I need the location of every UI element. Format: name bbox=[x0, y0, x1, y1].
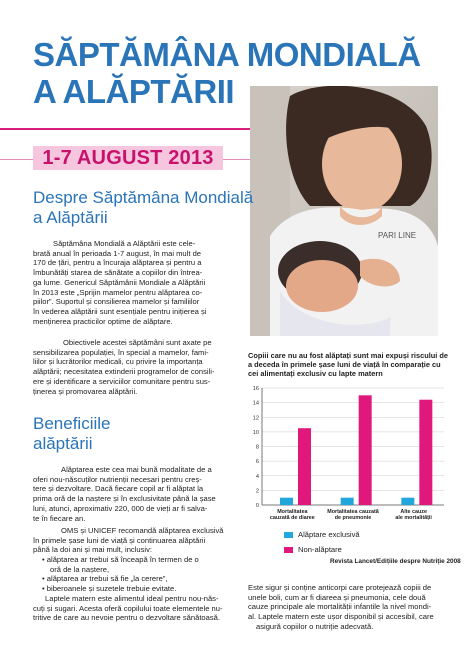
bar-exclusive-2 bbox=[401, 498, 414, 505]
benefits-bullets bbox=[42, 555, 225, 594]
about-paragraph-1 bbox=[33, 239, 225, 326]
x-category-label: cauzată de diaree bbox=[269, 515, 315, 521]
text-line: în primele șase luni de viață și continuarea alăptării bbox=[33, 535, 206, 545]
x-category-label: de pneumonie bbox=[334, 515, 372, 521]
text-line: în vederea alăptării sunt esențiale pentru inițierea și bbox=[33, 306, 207, 316]
right-paragraph bbox=[248, 583, 440, 632]
text-line: ga lume. Genericul Săptămânii Mondiale a Alăptării bbox=[33, 277, 206, 287]
bar-exclusive-0 bbox=[280, 498, 293, 505]
top-margin bbox=[0, 0, 474, 24]
y-tick-label: 14 bbox=[252, 400, 259, 407]
y-tick-label: 4 bbox=[255, 473, 259, 480]
text-line: Laptele matern este alimentul ideal pentru nou-năs- bbox=[45, 594, 219, 603]
text-line: cauze principale ale mortalității infantile la nivel mondi- bbox=[248, 602, 432, 612]
text-line: te în fiecare an. bbox=[33, 513, 86, 523]
heading-benefits-line2: alăptării bbox=[33, 434, 93, 453]
bullet-text: biberoanele și suzetele trebuie evitate. bbox=[46, 584, 177, 594]
y-tick-label: 12 bbox=[252, 415, 259, 422]
x-category-label: Mortalitatea cauzată bbox=[327, 509, 379, 515]
y-tick-label: 16 bbox=[252, 386, 259, 392]
text-line: Obiectivele acestei săptămâni sunt axate pe bbox=[63, 338, 212, 347]
legend-swatch-non bbox=[284, 547, 293, 553]
page-title-line2: A ALĂPTĂRII bbox=[33, 73, 235, 110]
text-line: 170 de țări, pentru a încuraja alăptarea și pentru a bbox=[33, 258, 202, 268]
date-banner: 1-7 AUGUST 2013 bbox=[33, 146, 223, 170]
bullet-text: alăptarea ar trebui să înceapă în termen de o bbox=[46, 555, 199, 564]
legend-label-exclusive: Alăptare exclusivă bbox=[298, 530, 360, 539]
about-paragraph-2 bbox=[33, 338, 225, 396]
text-line: unele boli, cum ar fi diareea și pneumonia, cele două bbox=[248, 592, 426, 602]
benefits-paragraph-2 bbox=[33, 526, 225, 555]
text-line: Este sigur și conține anticorpi care protejează copiii de bbox=[248, 583, 432, 592]
text-line: brată anual în perioada 1-7 august, în mai mult de bbox=[33, 248, 202, 258]
text-line: asigură copiilor o nutriție adecvată. bbox=[256, 621, 374, 631]
bottom-margin bbox=[0, 656, 474, 670]
bullet-text: alăptarea ar trebui să fie „la cerere”, bbox=[46, 574, 168, 584]
text-line: oferi nou-născuților nutrienții necesari pentru creș- bbox=[33, 474, 202, 484]
x-category-label: ale mortalității bbox=[395, 515, 432, 521]
text-line: cuți și sugari. Acesta oferă copilului toate elementele nu- bbox=[33, 603, 223, 613]
bullet-item: • biberoanele și suzetele trebuie evitate. bbox=[42, 584, 177, 594]
bar-non-0 bbox=[298, 428, 311, 505]
text-line: Alăptarea este cea mai bună modalitate de a bbox=[61, 465, 212, 474]
text-line: alăptării; necesitatea extinderii programelor de consili- bbox=[33, 367, 215, 377]
text-line: tritive de care au nevoie pentru o dezvoltare sănătoasă. bbox=[33, 613, 221, 623]
text-line: prima oră de la naștere și în exclusivitate până la șase bbox=[33, 494, 216, 504]
bullet-item: • alăptarea ar trebui să înceapă în termen de o bbox=[42, 555, 199, 564]
page-title-line1: SĂPTĂMÂNA MONDIALĂ bbox=[33, 36, 421, 73]
x-category-label: Alte cauze bbox=[400, 509, 428, 515]
heading-about-line1: Despre Săptămâna Mondială bbox=[33, 188, 254, 207]
section-heading-about bbox=[33, 188, 253, 228]
mother-breastfeeding-photo bbox=[250, 86, 438, 336]
title-rule bbox=[0, 128, 250, 130]
text-line: al. Laptele matern este ușor disponibil și accesibil, care bbox=[248, 612, 434, 622]
text-line: până la doi ani și mai mult, inclusiv: bbox=[33, 545, 153, 555]
y-tick-label: 8 bbox=[255, 444, 259, 451]
section-heading-benefits bbox=[33, 414, 111, 454]
benefits-paragraph-3 bbox=[33, 594, 225, 623]
y-tick-label: 0 bbox=[255, 503, 259, 509]
text-line: menținerea practicilor optime de alăptare. bbox=[33, 316, 173, 326]
text-line: liilor și lucrătorilor medicali, cu privire la importanța bbox=[33, 357, 203, 367]
bar-non-1 bbox=[359, 395, 372, 505]
text-line: piilor”. Suportul și consilierea mamelor și familiilor bbox=[33, 297, 200, 307]
text-line: ere și identificare a serviciilor comunitare pentru sus- bbox=[33, 376, 211, 386]
y-tick-label: 2 bbox=[255, 488, 259, 495]
x-category-label: Mortalitatea bbox=[277, 509, 308, 515]
text-line: OMS și UNICEF recomandă alăptarea exclusivă bbox=[61, 526, 224, 535]
mortality-bar-chart bbox=[248, 382, 448, 530]
chart-title: Copiii care nu au fost alăptați sunt mai expuși riscului de a deceda în primele șase luni de viață în comparație cu cei alimentați exclusiv cu lapte matern bbox=[248, 351, 449, 378]
text-line: ținerea și promovarea alăptării. bbox=[33, 386, 138, 396]
y-tick-label: 6 bbox=[255, 459, 259, 466]
legend-swatch-exclusive bbox=[284, 532, 293, 538]
heading-benefits-line1: Beneficiile bbox=[33, 414, 111, 433]
bullet-item: • alăptarea ar trebui să fie „la cerere”, bbox=[42, 574, 168, 584]
text-line: sensibilizarea populației, în special a mamelor, fami- bbox=[33, 347, 209, 357]
bullet-continuation: oră de la naștere, bbox=[50, 564, 110, 574]
bar-exclusive-1 bbox=[341, 498, 354, 505]
heading-about-line2: a Alăptării bbox=[33, 208, 108, 227]
benefits-paragraph-1 bbox=[33, 465, 225, 523]
text-line: în 2013 este „Sprijin mamelor pentru alăptarea co- bbox=[33, 287, 203, 297]
text-line: îmbunătăți starea de sănătate a copiilor din întrea- bbox=[33, 268, 203, 278]
legend-label-non: Non-alăptare bbox=[298, 545, 342, 554]
text-line: Săptămâna Mondială a Alăptării este cele- bbox=[53, 239, 196, 248]
text-line: luni, atunci, aproximativ 220, 000 de vieți ar fi salva- bbox=[33, 503, 208, 513]
photo-illustration bbox=[250, 86, 438, 336]
text-line: tere și dezvoltare. Dacă fiecare copil ar fi alăptat la bbox=[33, 484, 204, 494]
page-title bbox=[33, 36, 421, 110]
y-tick-label: 10 bbox=[252, 429, 259, 436]
shirt-brand-text: PARI LINE bbox=[378, 231, 417, 240]
bar-non-2 bbox=[419, 400, 432, 505]
chart-source: Revista Lancet/Edițiile despre Nutriție 2008 bbox=[330, 558, 461, 565]
